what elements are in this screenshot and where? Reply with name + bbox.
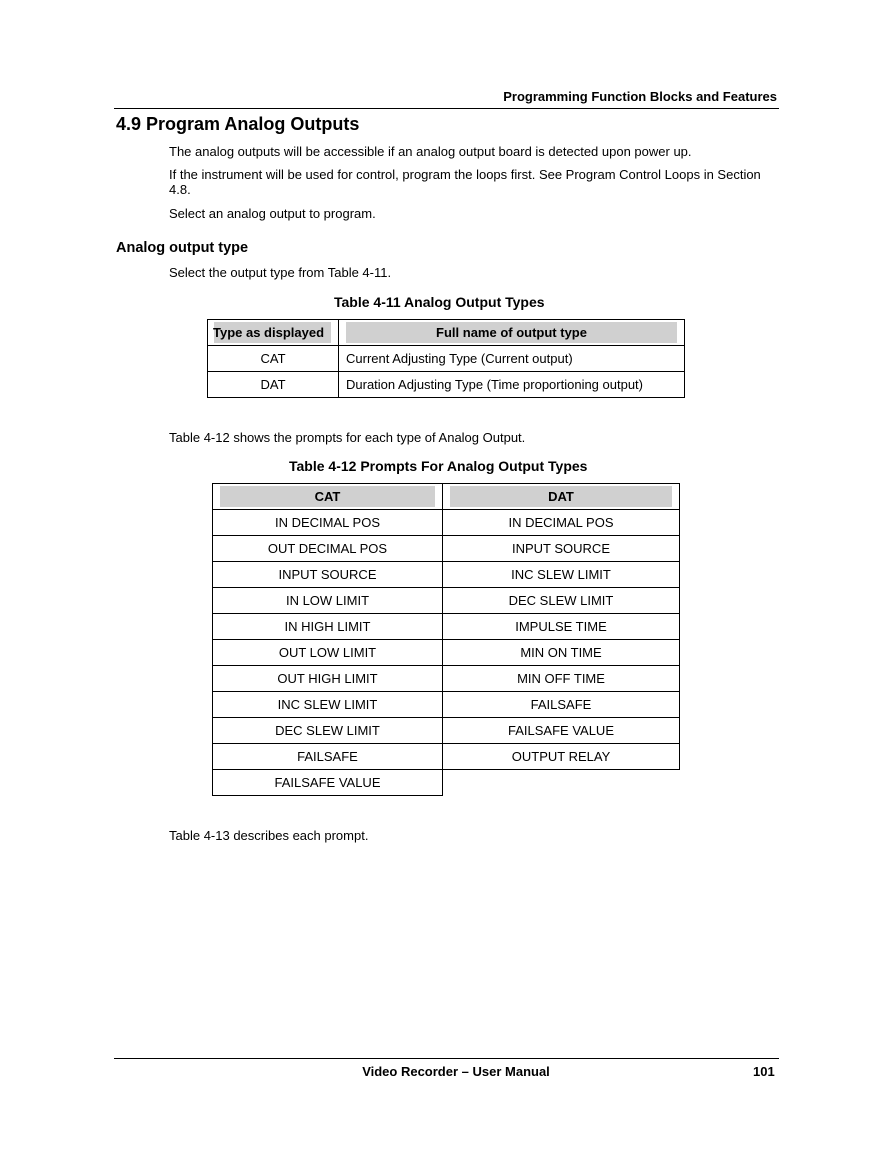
paragraph-2: If the instrument will be used for control, program the loops first. See Program Control Loops in Section 4.8. — [169, 167, 761, 197]
subsection-heading: Analog output type — [116, 240, 249, 256]
footer-rule — [114, 1058, 779, 1059]
table-header-cell: Full name of output type — [339, 320, 685, 346]
table-header-row — [208, 320, 685, 346]
paragraph-1: The analog outputs will be accessible if an analog output board is detected upon power up. — [169, 144, 692, 159]
table-cell: Duration Adjusting Type (Time proportioning output) — [339, 372, 685, 398]
table-row — [213, 614, 680, 640]
table-cell: INC SLEW LIMIT — [213, 692, 443, 718]
table-4-11-caption: Table 4-11 Analog Output Types — [334, 294, 545, 310]
table-4-12 — [212, 483, 680, 796]
table-4-11 — [207, 319, 685, 398]
table-cell: INPUT SOURCE — [443, 536, 680, 562]
table-header-cell: CAT — [213, 484, 443, 510]
footer-title: Video Recorder – User Manual — [362, 1064, 550, 1079]
table-cell: OUTPUT RELAY — [443, 744, 680, 770]
table-cell: IN LOW LIMIT — [213, 588, 443, 614]
closing-text: Table 4-13 describes each prompt. — [169, 828, 369, 843]
table-cell: INPUT SOURCE — [213, 562, 443, 588]
table-row — [208, 346, 685, 372]
header-rule — [114, 108, 779, 109]
table-row — [213, 536, 680, 562]
between-text: Table 4-12 shows the prompts for each type of Analog Output. — [169, 430, 526, 445]
table-row — [213, 718, 680, 744]
table-cell: IN DECIMAL POS — [443, 510, 680, 536]
table-cell: DAT — [208, 372, 339, 398]
table-cell-empty — [443, 770, 680, 796]
table-cell: IN HIGH LIMIT — [213, 614, 443, 640]
table-row — [213, 770, 680, 796]
running-header: Programming Function Blocks and Features — [503, 89, 777, 104]
table-cell: FAILSAFE VALUE — [213, 770, 443, 796]
table-row — [208, 372, 685, 398]
table-row — [213, 510, 680, 536]
table-cell: OUT LOW LIMIT — [213, 640, 443, 666]
table-header-row — [213, 484, 680, 510]
section-heading: 4.9 Program Analog Outputs — [116, 114, 360, 134]
table-cell: IN DECIMAL POS — [213, 510, 443, 536]
table-4-12-caption: Table 4-12 Prompts For Analog Output Types — [289, 458, 588, 474]
table-cell: FAILSAFE — [213, 744, 443, 770]
table-row — [213, 692, 680, 718]
table-cell: FAILSAFE — [443, 692, 680, 718]
table-cell: DEC SLEW LIMIT — [443, 588, 680, 614]
table-cell: INC SLEW LIMIT — [443, 562, 680, 588]
page-number: 101 — [753, 1064, 775, 1079]
table-row — [213, 640, 680, 666]
table-cell: OUT DECIMAL POS — [213, 536, 443, 562]
table-cell: CAT — [208, 346, 339, 372]
table-row — [213, 562, 680, 588]
table-header-cell: DAT — [443, 484, 680, 510]
table-cell: OUT HIGH LIMIT — [213, 666, 443, 692]
table-cell: Current Adjusting Type (Current output) — [339, 346, 685, 372]
subsection-intro: Select the output type from Table 4-11. — [169, 265, 392, 280]
table-cell: MIN OFF TIME — [443, 666, 680, 692]
table-cell: DEC SLEW LIMIT — [213, 718, 443, 744]
table-row — [213, 666, 680, 692]
table-row — [213, 744, 680, 770]
table-cell: MIN ON TIME — [443, 640, 680, 666]
table-cell: IMPULSE TIME — [443, 614, 680, 640]
table-cell: FAILSAFE VALUE — [443, 718, 680, 744]
table-header-cell: Type as displayed — [208, 320, 339, 346]
paragraph-3: Select an analog output to program. — [169, 206, 376, 221]
table-row — [213, 588, 680, 614]
